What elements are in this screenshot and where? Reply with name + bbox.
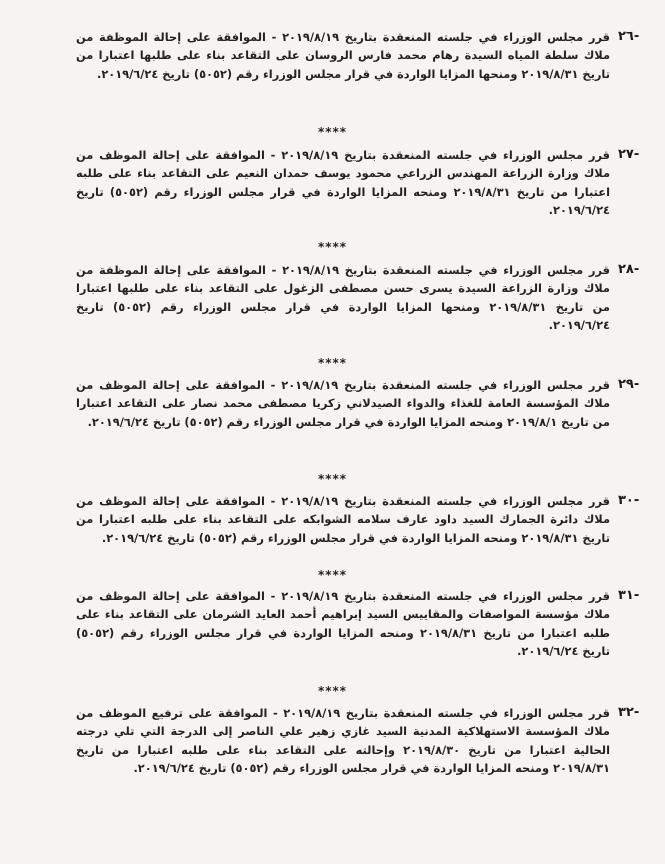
separator-stars: ****: [317, 472, 348, 486]
item-number: ٣١-: [618, 588, 640, 603]
decision-item-27: [76, 146, 640, 219]
item-text: قرر مجلس الوزراء في جلسته المنعقدة بتاريخ ٢٠١٩/٨/١٩ - الموافقة على إحالة الموظفة من ملاك سلطة المياه السيدة رهام محمد فارس الروسان على التقاعد بناء على طلبها اعتبارا من تاريخ ٢٠١٩/٨/٣١ ومنحها المزايا الواردة في قرار مجلس الوزراء رقم (٥٠٥٢) تاريخ ٢٠١٩/٦/٢٤.: [76, 30, 610, 81]
decision-item-28: [76, 261, 640, 334]
item-text: قرر مجلس الوزراء في جلسته المنعقدة بتاريخ ٢٠١٩/٨/١٩ - الموافقة على ترفيع الموظف من ملاك المؤسسة الاستهلاكية المدنية السيد غازي زهير علي الناصر إلى الدرجة التي تلي درجته الحالية اعتبارا من تاريخ ٢٠١٩/٨/٣٠ وإحالته على التقاعد بناء على طلبه اعتبارا من تاريخ ٢٠١٩/٨/٣١ ومنحه المزايا الواردة في قرار مجلس الوزراء رقم (٥٠٥٢) تاريخ ٢٠١٩/٦/٢٤.: [76, 706, 610, 775]
separator-stars: ****: [317, 240, 348, 254]
item-number: ٢٦-: [618, 29, 640, 44]
item-number: ٣٢-: [618, 705, 640, 720]
separator-stars: ****: [317, 568, 348, 582]
item-text: قرر مجلس الوزراء في جلسته المنعقدة بتاريخ ٢٠١٩/٨/١٩ - الموافقة على إحالة الموظف من ملاك المؤسسة العامة للغذاء والدواء الصيدلاني زكريا مصطفى محمد نصار على التقاعد اعتبارا من تاريخ ٢٠١٩/٨/١ ومنحه المزايا الواردة في قرار مجلس الوزراء رقم (٥٠٥٢) تاريخ ٢٠١٩/٦/٢٤.: [76, 378, 610, 429]
decision-item-31: [76, 587, 640, 660]
item-number: ٣٠-: [618, 493, 640, 508]
item-number: ٢٩-: [618, 377, 640, 392]
item-number: ٢٧-: [618, 147, 640, 162]
item-text: قرر مجلس الوزراء في جلسته المنعقدة بتاريخ ٢٠١٩/٨/١٩ - الموافقة على إحالة الموظف من ملاك وزارة الزراعة المهندس الزراعي محمود يوسف حمدان النعيم على التقاعد بناء على طلبه اعتبارا من تاريخ ٢٠١٩/٨/٣١ ومنحه المزايا الواردة في قرار مجلس الوزراء رقم (٥٠٥٢) تاريخ ٢٠١٩/٦/٢٤.: [76, 148, 610, 217]
item-text: قرر مجلس الوزراء في جلسته المنعقدة بتاريخ ٢٠١٩/٨/١٩ - الموافقة على إحالة الموظف من ملاك دائرة الجمارك السيد داود عارف سلامه الشوابكه على التقاعد بناء على طلبه اعتبارا من تاريخ ٢٠١٩/٨/٣١ ومنحه المزايا الواردة في قرار مجلس الوزراء رقم (٥٠٥٢) تاريخ ٢٠١٩/٦/٢٤.: [76, 494, 610, 545]
item-number: ٢٨-: [618, 262, 640, 277]
item-text: قرر مجلس الوزراء في جلسته المنعقدة بتاريخ ٢٠١٩/٨/١٩ - الموافقة على إحالة الموظفة من ملاك وزارة الزراعة السيدة يسرى حسن مصطفى الزغول على التقاعد بناء على طلبها اعتبارا من تاريخ ٢٠١٩/٨/٣١ ومنحها المزايا الواردة في قرار مجلس الوزراء رقم (٥٠٥٢) تاريخ ٢٠١٩/٦/٢٤.: [76, 263, 610, 332]
decision-item-32: [76, 704, 640, 777]
separator-stars: ****: [317, 684, 348, 698]
decision-item-30: [76, 492, 640, 547]
decision-item-26: [76, 28, 640, 83]
item-text: قرر مجلس الوزراء في جلسته المنعقدة بتاريخ ٢٠١٩/٨/١٩ - الموافقة على إحالة الموظف من ملاك مؤسسة المواصفات والمقاييس السيد إبراهيم أحمد العايد الشرمان على التقاعد بناء على طلبه اعتبارا من تاريخ ٢٠١٩/٨/٣١ ومنحه المزايا الواردة في قرار مجلس الوزراء رقم (٥٠٥٢) تاريخ ٢٠١٩/٦/٢٤.: [76, 589, 610, 658]
separator-stars: ****: [317, 125, 348, 139]
decision-item-29: [76, 376, 640, 431]
separator-stars: ****: [317, 356, 348, 370]
